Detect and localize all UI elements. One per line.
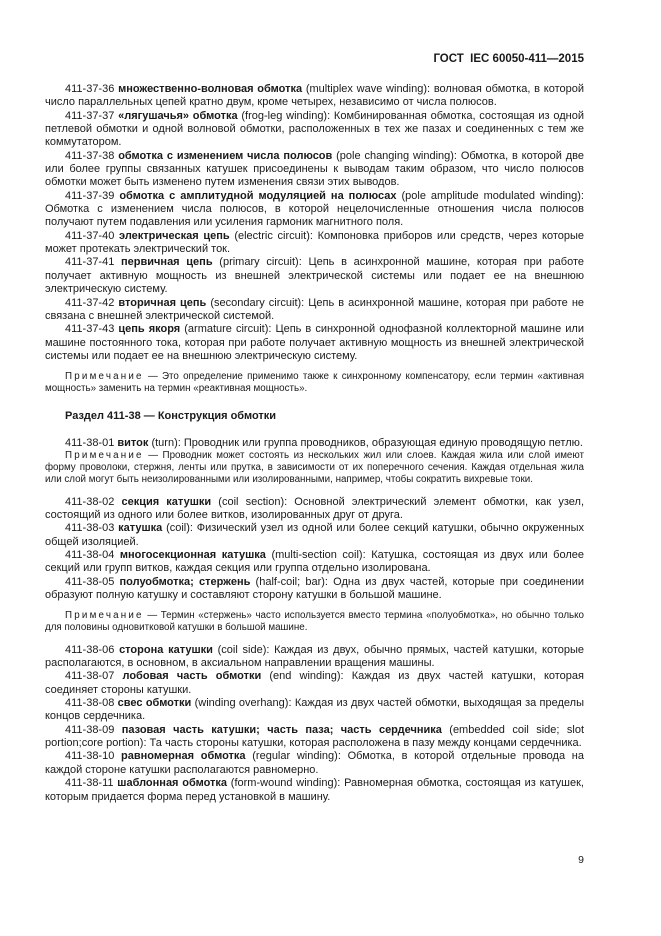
definition-number: 411-37-38: [65, 149, 119, 162]
definition-paragraph: [45, 697, 584, 724]
definition-term: «лягушачья» обмотка: [118, 109, 238, 122]
definition-paragraph: [45, 230, 584, 257]
definition-text: (coil section): Основной электрический элемент обмотки, как узел, состоящий из одного или более витков, изолированных друг от друга.: [45, 495, 585, 521]
definition-number: 411-38-07: [65, 670, 123, 683]
note-paragraph: [45, 450, 584, 485]
note-text: — Это определение применимо также к синхронному компенсатору, если термин «активная мощность» заменить на термин «реактивная мощность».: [45, 371, 584, 394]
definition-text: (secondary circuit): Цепь в асинхронной машине, которая при работе не связана с внешней электрической системой.: [45, 296, 585, 322]
note-paragraph: [45, 371, 584, 394]
definition-number: 411-37-39: [65, 189, 120, 202]
definition-term: шаблонная обмотка: [117, 777, 228, 790]
definition-number: 411-38-06: [65, 643, 120, 656]
definition-text: (electric circuit): Компоновка приборов или средств, через которые может протекать электрический ток.: [45, 229, 585, 256]
definition-text: (winding overhang): Каждая из двух частей обмотки, выходящая за пределы концов сердечника.: [45, 697, 585, 723]
definition-text: (pole amplitude modulated winding): Обмотка с изменением числа полюсов, в которой нецелочисленные отношения числа полюсов получают путем подавления или усиления гармоник магнитного поля.: [45, 189, 584, 229]
note-label: Примечание: [65, 371, 144, 383]
definition-text: (pole changing winding): Обмотка, в которой две или более группы связанных катушек присоединены к выводам таким образом, что число полюсов обмотки может быть изменено путем изменения связи этих выводов.: [45, 149, 584, 189]
definition-text: (turn): Проводник или группа проводников, образующая единую проводящую петлю.: [148, 437, 583, 450]
definition-number: 411-37-40: [65, 229, 120, 242]
definition-text: (coil side): Каждая из двух, обычно прямых, частей катушки, которые располагаются, в основном, в аксиальном направлении вращения машины.: [45, 643, 584, 670]
definition-term: первичная цепь: [121, 256, 213, 269]
definition-text: (end winding): Каждая из двух частей катушки, которая соединяет стороны катушки.: [45, 670, 584, 696]
definition-paragraph: [45, 549, 584, 576]
definition-text: (armature circuit): Цепь в синхронной однофазной коллекторной машине или машине постоянного тока, которая при работе получает активную мощность из внешней электрической системы или подает ее на внешнюю электрическую систему.: [45, 323, 584, 362]
definition-term: секция катушки: [121, 495, 212, 508]
definition-paragraph: [45, 777, 584, 804]
definition-term: полуобмотка; стержень: [119, 575, 251, 588]
definition-paragraph: [45, 670, 584, 697]
section-heading: Раздел 411-38 — Конструкция обмотки: [65, 409, 277, 422]
definition-text: (multi-section coil): Катушка, состоящая из двух или более секций или групп витков, каждая секция или группа отдельно изолирована.: [45, 548, 584, 575]
definition-number: 411-38-01: [65, 437, 118, 450]
definition-text: (embedded coil side; slot portion;core portion): Та часть стороны катушки, которая расположена в пазу между концами сердечника.: [45, 723, 584, 750]
definition-term: вторичная цепь: [118, 296, 207, 309]
definition-number: 411-37-42: [65, 296, 119, 309]
definition-number: 411-38-05: [65, 575, 120, 588]
note-label: Примечание: [65, 450, 144, 462]
definition-paragraph: [45, 110, 584, 150]
definition-term: многосекционная катушка: [119, 548, 266, 561]
definition-paragraph: [45, 522, 584, 549]
definition-paragraph: [45, 644, 584, 671]
definition-number: 411-37-43: [65, 323, 119, 336]
definition-term: множественно-волновая обмотка: [118, 83, 303, 95]
definition-term: обмотка с амплитудной модуляцией на полюсах: [119, 189, 397, 202]
definition-paragraph: [45, 724, 584, 751]
definition-number: 411-37-41: [65, 256, 122, 269]
note-text: — Термин «стержень» часто используется вместо термина «полуобмотка», но обычно только для половины одновитковой катушки в большой машине.: [45, 610, 584, 634]
note-paragraph: [45, 610, 584, 633]
definition-paragraph: [45, 83, 584, 110]
definition-number: 411-38-04: [65, 548, 120, 561]
definition-number: 411-38-11: [65, 777, 118, 790]
definition-term: виток: [117, 437, 149, 450]
definition-paragraph: [45, 256, 584, 296]
definition-term: электрическая цепь: [119, 229, 230, 242]
definition-paragraph: [45, 576, 584, 603]
definition-paragraph: [45, 297, 584, 324]
definition-number: 411-38-10: [65, 750, 122, 763]
definition-text: (primary circuit): Цепь в асинхронной машине, которая при работе получает активную мощность из внешней электрической системы или подает ее на внешнюю электрическую систему.: [45, 256, 584, 296]
definition-term: сторона катушки: [119, 643, 213, 656]
definition-paragraph: [45, 150, 584, 190]
definition-number: 411-38-03: [65, 522, 119, 535]
definition-number: 411-38-02: [65, 495, 122, 508]
page-number: 9: [578, 854, 584, 866]
definition-term: свес обмотки: [117, 697, 192, 710]
definition-text: (frog-leg winding): Комбинированная обмотка, состоящая из одной петлевой обмотки и одной волновой обмотки, расположенных в тех же пазах и соединенных с тем же коммутатором.: [45, 109, 584, 149]
definition-term: пазовая часть катушки; часть паза; часть сердечника: [121, 723, 442, 736]
definition-number: 411-38-08: [65, 697, 118, 710]
definition-text: (half-coil; bar): Одна из двух частей, которые при соединении образуют полную катушку и составляют сторону катушки в большой машине.: [45, 575, 585, 601]
definition-term: лобовая часть обмотки: [122, 670, 262, 683]
definition-term: катушка: [118, 522, 163, 535]
definition-text: (multiplex wave winding): волновая обмотка, в которой число параллельных цепей кратно двум, кроме четырех, независимо от числа полюсов.: [45, 83, 584, 109]
definition-term: обмотка с изменением числа полюсов: [118, 149, 333, 162]
note-label: Примечание: [65, 610, 144, 622]
definition-text: (coil): Физический узел из одной или более секций катушки, обычно окруженных общей изоляцией.: [45, 522, 585, 548]
definition-number: 411-37-36: [65, 83, 119, 95]
definition-text: (form-wound winding): Равномерная обмотка, состоящая из катушек, которым придается форма перед установкой в машину.: [45, 777, 584, 803]
definition-paragraph: [45, 437, 584, 450]
definition-paragraph: [45, 323, 584, 363]
definition-text: (regular winding): Обмотка, в которой отдельные провода на каждой стороне катушки располагаются равномерно.: [45, 750, 584, 776]
note-text: — Проводник может состоять из нескольких жил или слоев. Каждая жила или слой имеют форму проволоки, стержня, ленты или прутка, в зависимости от их поперечного сечения. Каждая отдельная жила или слой могут быть неизолированными или изолированными, например, чтобы сократить вихревые токи.: [45, 450, 584, 485]
definition-paragraph: [45, 750, 584, 777]
document-body: [45, 83, 584, 804]
definition-number: 411-38-09: [65, 723, 122, 736]
running-header: ГОСТ IEC 60050-411—2015: [433, 53, 584, 65]
definition-paragraph: [45, 190, 584, 230]
definition-paragraph: [45, 496, 584, 523]
definition-term: равномерная обмотка: [121, 750, 246, 763]
definition-number: 411-37-37: [65, 109, 119, 122]
definition-term: цепь якоря: [118, 323, 181, 336]
